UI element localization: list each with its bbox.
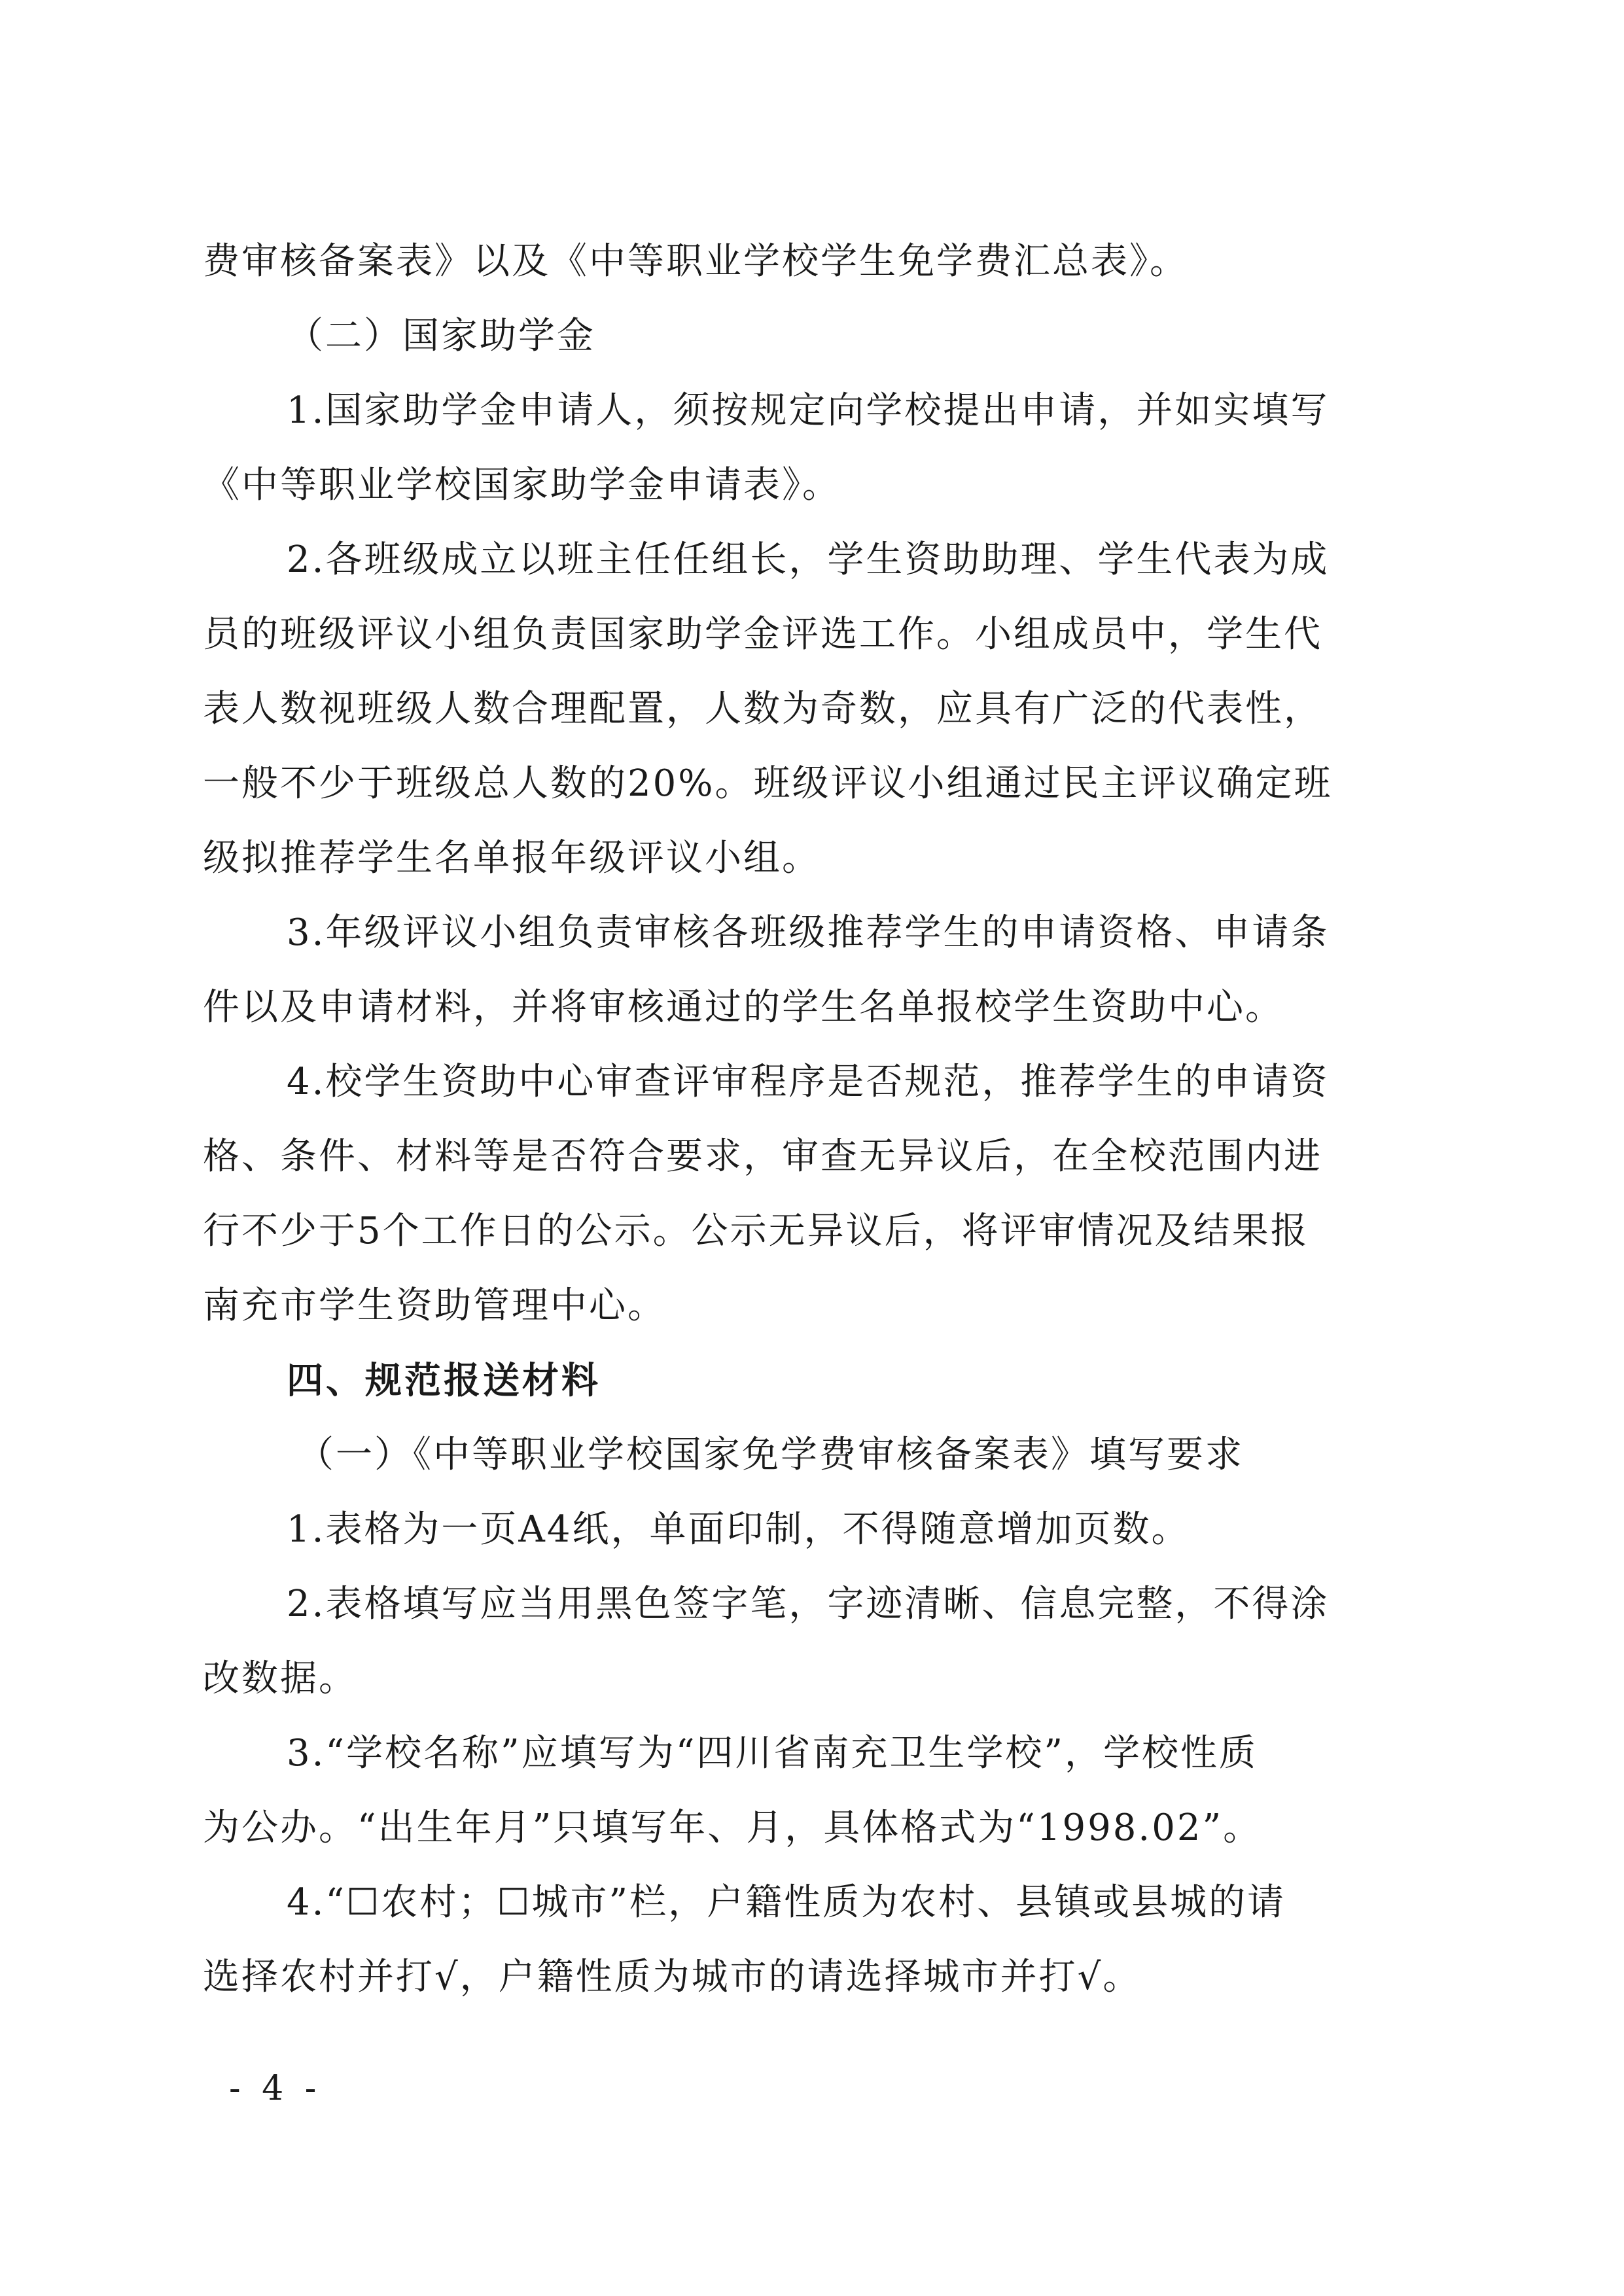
paragraph-line: 2.各班级成立以班主任任组长，学生资助助理、学生代表为成 bbox=[287, 539, 1330, 581]
paragraph-line: 4.“☐农村；☐城市”栏，户籍性质为农村、县镇或县城的请 bbox=[287, 1881, 1286, 1924]
paragraph-line: 行不少于5个工作日的公示。公示无异议后，将评审情况及结果报 bbox=[203, 1210, 1309, 1252]
paragraph-line: 3.年级评议小组负责审核各班级推荐学生的申请资格、申请条 bbox=[287, 911, 1330, 954]
paragraph-line: 2.表格填写应当用黑色签字笔，字迹清晰、信息完整，不得涂 bbox=[287, 1583, 1330, 1625]
paragraph-line: 1.表格为一页A4纸，单面印制，不得随意增加页数。 bbox=[287, 1508, 1190, 1551]
paragraph-line: 员的班级评议小组负责国家助学金评选工作。小组成员中，学生代 bbox=[203, 613, 1322, 656]
paragraph-line: 《中等职业学校国家助学金申请表》。 bbox=[203, 464, 841, 506]
paragraph-line: 表人数视班级人数合理配置，人数为奇数，应具有广泛的代表性， bbox=[203, 688, 1322, 730]
paragraph-line: 一般不少于班级总人数的20%。班级评议小组通过民主评议确定班 bbox=[203, 762, 1333, 805]
paragraph-line: 件以及申请材料，并将审核通过的学生名单报校学生资助中心。 bbox=[203, 986, 1284, 1029]
paragraph-line: 改数据。 bbox=[203, 1657, 357, 1700]
paragraph-line: 选择农村并打√，户籍性质为城市的请选择城市并打√。 bbox=[203, 1956, 1142, 1998]
paragraph-line: 格、条件、材料等是否符合要求，审查无异议后，在全校范围内进 bbox=[203, 1135, 1322, 1178]
section-subheading: （二）国家助学金 bbox=[287, 315, 595, 357]
paragraph-line: 费审核备案表》以及《中等职业学校学生免学费汇总表》。 bbox=[203, 240, 1188, 283]
page-number: - 4 - bbox=[229, 2069, 322, 2108]
paragraph-line: 1.国家助学金申请人，须按规定向学校提出申请，并如实填写 bbox=[287, 389, 1330, 432]
section-heading: 四、规范报送材料 bbox=[287, 1359, 601, 1402]
paragraph-line: 为公办。“出生年月”只填写年、月，具体格式为“1998.02”。 bbox=[203, 1807, 1262, 1849]
paragraph-line: 4.校学生资助中心审查评审程序是否规范，推荐学生的申请资 bbox=[287, 1061, 1330, 1103]
paragraph-line: 级拟推荐学生名单报年级评议小组。 bbox=[203, 837, 821, 879]
paragraph-line: 3.“学校名称”应填写为“四川省南充卫生学校”，学校性质 bbox=[287, 1732, 1258, 1775]
section-subheading: （一）《中等职业学校国家免学费审核备案表》填写要求 bbox=[297, 1434, 1244, 1476]
paragraph-line: 南充市学生资助管理中心。 bbox=[203, 1284, 666, 1327]
